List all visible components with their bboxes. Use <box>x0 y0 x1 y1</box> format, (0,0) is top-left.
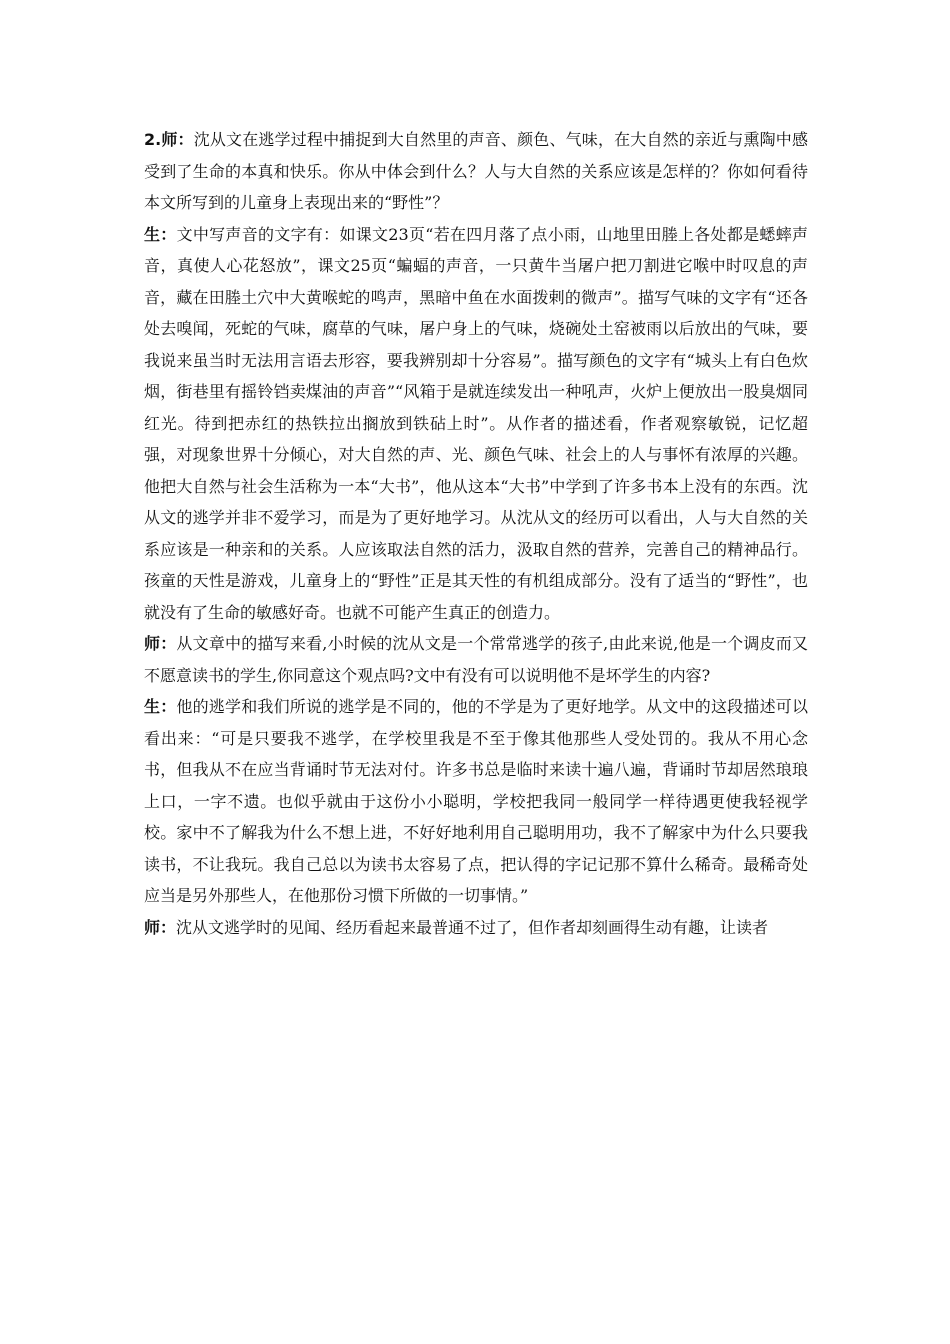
paragraph-student-answer-2 <box>144 691 808 912</box>
paragraph-text: 文中写声音的文字有：如课文23页“若在四月落了点小雨，山地里田塍上各处都是蟋蟀声音，真使人心花怒放”，课文25页“蝙蝠的声音，一只黄牛当屠户把刀割进它喉中时叹息的声音，藏在田塍土穴中大黄喉蛇的鸣声，黑暗中鱼在水面拨剌的微声”。描写气味的文字有“还各处去嗅闻，死蛇的气味，腐草的气味，屠户身上的气味，烧碗处土窑被雨以后放出的气味，要我说来虽当时无法用言语去形容，要我辨别却十分容易”。描写颜色的文字有“城头上有白色炊烟，街巷里有摇铃铛卖煤油的声音”“风箱于是就连续发出一种吼声，火炉上便放出一股臭烟同红光。待到把赤红的热铁拉出搁放到铁砧上时”。从作者的描述看，作者观察敏锐，记忆超强，对现象世界十分倾心，对大自然的声、光、颜色气味、社会上的人与事怀有浓厚的兴趣。他把大自然与社会生活称为一本“大书”，他从这本“大书”中学到了许多书本上没有的东西。沈从文的逃学并非不爱学习，而是为了更好地学习。从沈从文的经历可以看出，人与大自然的关系应该是一种亲和的关系。人应该取法自然的活力，汲取自然的营养，完善自己的精神品行。孩童的天性是游戏，儿童身上的“野性”正是其天性的有机组成部分。没有了适当的“野性”，也就没有了生命的敏感好奇。也就不可能产生真正的创造力。 <box>144 224 808 622</box>
speaker-label: 生： <box>144 697 177 716</box>
speaker-label: 师： <box>144 634 177 653</box>
paragraph-teacher-question-1 <box>144 124 808 219</box>
paragraph-text: 从文章中的描写来看,小时候的沈从文是一个常常逃学的孩子,由此来说,他是一个调皮而又不愿意读书的学生,你同意这个观点吗?文中有没有可以说明他不是坏学生的内容? <box>144 634 808 685</box>
paragraph-teacher-question-2 <box>144 628 808 691</box>
paragraph-text: 沈从文逃学时的见闻、经历看起来最普通不过了，但作者却刻画得生动有趣，让读者 <box>176 917 769 937</box>
speaker-label: 师： <box>144 917 177 937</box>
paragraph-student-answer-1 <box>144 219 808 629</box>
paragraph-teacher-comment-3 <box>144 912 808 944</box>
speaker-label: 2.师： <box>144 130 194 149</box>
document-body <box>144 124 808 943</box>
speaker-label: 生： <box>144 224 177 244</box>
paragraph-text: 他的逃学和我们所说的逃学是不同的，他的不学是为了更好地学。从文中的这段描述可以看出来：“可是只要我不逃学，在学校里我是不至于像其他那些人受处罚的。我从不用心念书，但我从不在应当背诵时节无法对付。许多书总是临时来读十遍八遍，背诵时节却居然琅琅上口，一字不遗。也似乎就由于这份小小聪明，学校把我同一般同学一样待遇更使我轻视学校。家中不了解我为什么不想上进，不好好地利用自己聪明用功，我不了解家中为什么只要我读书，不让我玩。我自己总以为读书太容易了点，把认得的字记记那不算什么稀奇。最稀奇处应当是另外那些人，在他那份习惯下所做的一切事情。” <box>144 697 808 905</box>
paragraph-text: 沈从文在逃学过程中捕捉到大自然里的声音、颜色、气味，在大自然的亲近与熏陶中感受到了生命的本真和快乐。你从中体会到什么？人与大自然的关系应该是怎样的？你如何看待本文所写到的儿童身上表现出来的“野性”？ <box>144 130 808 212</box>
